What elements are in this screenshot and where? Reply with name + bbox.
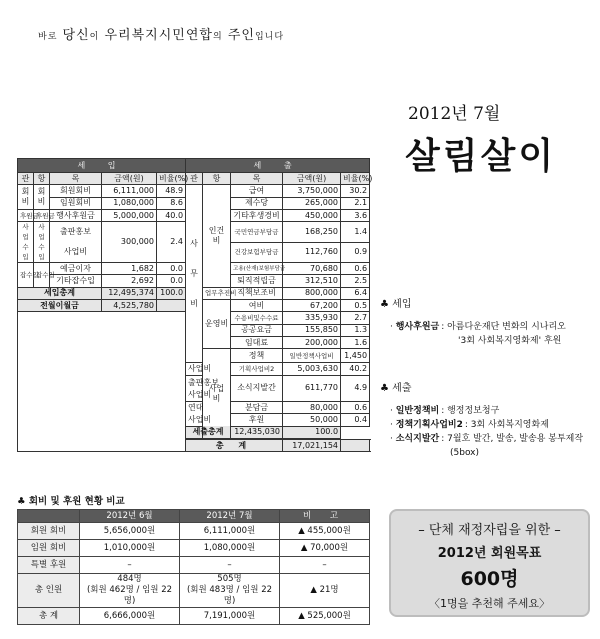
expense-amount: 200,000 — [283, 336, 341, 348]
income-ratio: 8.6 — [157, 197, 186, 209]
expense-notes — [380, 382, 595, 460]
income-ratio: 40.0 — [157, 209, 186, 221]
expense-ratio: 2.7 — [341, 312, 370, 324]
expense-amount: 450,000 — [283, 209, 341, 221]
expense-mok: 공공요금 — [231, 324, 283, 336]
club-icon: ♣ — [17, 496, 26, 507]
expense-hang-inkeon: 인건비 — [203, 185, 231, 287]
grand-total-blank — [341, 440, 370, 452]
expense-hang-unyeong: 운영비 — [203, 300, 231, 349]
goal-line3: 600명 — [460, 568, 519, 590]
cmp-cell-sub: (회원 462명 / 임원 22명) — [86, 585, 173, 606]
expense-hang: 사업비 — [186, 389, 203, 401]
expense-ratio: 2.5 — [341, 275, 370, 287]
expense-amount: 1,450 — [341, 349, 370, 363]
expense-hang: 사업비 — [186, 363, 203, 375]
income-ratio: 0.0 — [157, 263, 186, 275]
expense-total-label: 세출총계 — [186, 426, 231, 438]
note-key: 정책기획사업비2 — [395, 420, 463, 430]
expense-amount: 265,000 — [283, 197, 341, 209]
cmp-note: ▲ 525,000원 — [280, 608, 370, 625]
expense-header: 세 출 — [186, 159, 370, 173]
club-icon: ♣ — [380, 383, 389, 394]
expense-mok: 퇴직적립금 — [231, 275, 283, 287]
note-value: : 행정정보청구 — [441, 406, 500, 416]
note-item — [390, 418, 595, 432]
carryover-blank — [157, 300, 186, 312]
goal-line4: 〈1명을 추천해 주세요〉 — [429, 597, 550, 610]
cmp-note: ▲ 70,000원 — [280, 540, 370, 557]
income-mok: 회원회비 — [50, 185, 102, 197]
expense-amount: 112,760 — [283, 242, 341, 263]
expense-ratio: 4.9 — [341, 375, 370, 401]
expense-hang: 정책 — [231, 349, 283, 363]
expense-ratio: 0.6 — [341, 402, 370, 414]
expense-mok: 국민연금부담금 — [231, 222, 283, 243]
expense-amount: 800,000 — [283, 287, 341, 299]
expense-mok: 직책보조비 — [231, 287, 283, 299]
expense-mok: 급여 — [231, 185, 283, 197]
income-mok: 출판홍보 — [50, 222, 102, 243]
cmp-header — [18, 510, 80, 523]
tagline-word: 주인 — [227, 28, 255, 43]
expense-ratio: 30.2 — [341, 185, 370, 197]
cmp-label: 총 인원 — [18, 574, 80, 608]
expense-ratio: 1.4 — [341, 222, 370, 243]
income-total-amount: 12,495,374 — [102, 287, 157, 299]
income-mok: 사업비 — [50, 242, 102, 263]
expense-amount: 5,003,630 — [283, 363, 341, 375]
grand-total-amount: 17,021,154 — [283, 440, 341, 452]
expense-mok: 소식지발간 — [231, 375, 283, 401]
income-mok: 예금이자 — [50, 263, 102, 275]
expense-ratio: 0.6 — [341, 263, 370, 275]
expense-amount: 312,510 — [283, 275, 341, 287]
cmp-header: 비 고 — [280, 510, 370, 523]
expense-amount: 611,770 — [283, 375, 341, 401]
col-mok: 목 — [231, 173, 283, 185]
expense-amount: 50,000 — [283, 414, 341, 426]
income-gwan: 후원금 — [18, 209, 34, 221]
income-amount: 6,111,000 — [102, 185, 157, 197]
cmp-cell — [180, 574, 280, 608]
note-item — [390, 404, 595, 418]
income-blank-area — [18, 312, 186, 452]
cmp-cell: 1,010,000원 — [80, 540, 180, 557]
bullet: · — [390, 322, 396, 332]
bullet: · — [390, 420, 396, 430]
note-key: 행사후원금 — [395, 322, 440, 332]
cmp-cell: 5,656,000원 — [80, 523, 180, 540]
expense-mok: 분담금 — [231, 402, 283, 414]
expense-ratio: 2.1 — [341, 197, 370, 209]
cmp-cell — [80, 574, 180, 608]
expense-mok: 임대료 — [231, 336, 283, 348]
expense-notes-heading: 세출 — [392, 383, 412, 394]
col-amount: 금액(원) — [102, 173, 157, 185]
income-mok: 기타잡수입 — [50, 275, 102, 287]
tagline-word: 바로 — [38, 32, 58, 42]
expense-ratio: 0.4 — [341, 414, 370, 426]
income-hang: 잡수입 — [34, 263, 50, 288]
expense-mok: 수용비및수수료 — [231, 312, 283, 324]
income-hang: 후원금 — [34, 209, 50, 221]
cmp-note: ▲ 21명 — [280, 574, 370, 608]
cmp-label: 총 계 — [18, 608, 80, 625]
expense-mok: 여비 — [231, 300, 283, 312]
expense-amount: 168,250 — [283, 222, 341, 243]
tagline-word: 입니다 — [254, 32, 285, 42]
expense-total-amount: 12,435,030 — [231, 426, 283, 438]
income-total-label: 세입총계 — [18, 287, 102, 299]
tagline-word: 당신 — [62, 28, 90, 43]
income-amount: 300,000 — [102, 222, 157, 263]
expense-mok: 기타후생경비 — [231, 209, 283, 221]
expense-mok: 제수당 — [231, 197, 283, 209]
expense-ratio: 0.5 — [341, 300, 370, 312]
bullet: · — [390, 406, 396, 416]
expense-amount: 70,680 — [283, 263, 341, 275]
expense-ratio: 6.4 — [341, 287, 370, 299]
expense-mok: 건강보험부담금 — [231, 242, 283, 263]
note-key: 소식지발간 — [395, 434, 440, 444]
income-amount: 1,682 — [102, 263, 157, 275]
grand-total-label: 총 계 — [186, 440, 283, 452]
expense-ratio: 1.3 — [341, 324, 370, 336]
finance-table — [17, 158, 373, 452]
expense-gwan-samubi: 사무비 — [186, 185, 203, 363]
expense-total-ratio: 100.0 — [283, 426, 341, 438]
cmp-cell: – — [180, 557, 280, 574]
cmp-note: ▲ 455,000원 — [280, 523, 370, 540]
col-gwan: 관 — [18, 173, 34, 185]
col-gwan: 관 — [186, 173, 203, 185]
expense-mok: 후원 — [231, 414, 283, 426]
expense-amount: 3,750,000 — [283, 185, 341, 197]
income-mok: 행사후원금 — [50, 209, 102, 221]
expense-hang: 출판홍보 — [186, 375, 203, 389]
cmp-header: 2012년 7월 — [180, 510, 280, 523]
income-ratio: 0.0 — [157, 275, 186, 287]
page-title: 살림살이 — [405, 136, 557, 177]
income-notes — [380, 298, 595, 348]
note-item — [390, 320, 595, 334]
income-ratio: 48.9 — [157, 185, 186, 197]
income-gwan: 잡수입 — [18, 263, 34, 288]
expense-amount: 80,000 — [283, 402, 341, 414]
tagline-word: 의 — [212, 32, 223, 42]
note-item — [390, 432, 595, 446]
expense-ratio: 0.9 — [341, 242, 370, 263]
club-icon: ♣ — [380, 299, 389, 310]
tagline-word: 이 — [89, 32, 100, 42]
income-amount: 1,080,000 — [102, 197, 157, 209]
income-hang: 사업수입 — [34, 222, 50, 263]
cmp-cell-main: 505명 — [217, 574, 242, 584]
col-mok: 목 — [50, 173, 102, 185]
col-hang: 항 — [34, 173, 50, 185]
comparison-table — [17, 509, 370, 625]
expense-mok: 고용(산재)보험부담금 — [231, 263, 283, 275]
cmp-cell: 6,666,000원 — [80, 608, 180, 625]
col-ratio: 비율(%) — [341, 173, 370, 185]
income-header: 세 입 — [18, 159, 186, 173]
comparison-title-text: 회비 및 후원 현황 비교 — [28, 496, 125, 507]
member-goal-box — [389, 509, 590, 617]
expense-mok: 기획사업비2 — [231, 363, 283, 375]
expense-mok: 일반정책사업비 — [283, 349, 341, 363]
income-total-ratio: 100.0 — [157, 287, 186, 299]
col-amount: 금액(원) — [283, 173, 341, 185]
col-ratio: 비율(%) — [157, 173, 186, 185]
expense-amount: 155,850 — [283, 324, 341, 336]
cmp-cell: 6,111,000원 — [180, 523, 280, 540]
tagline-word: 우리복지시민연합 — [104, 28, 213, 43]
note-value: : 3회 사회복지영화제 — [464, 420, 549, 430]
income-amount: 5,000,000 — [102, 209, 157, 221]
expense-ratio: 40.2 — [341, 363, 370, 375]
cmp-cell-sub: (회원 483명 / 임원 22명) — [186, 585, 273, 606]
notes-panel — [380, 298, 595, 494]
expense-ratio: 1.6 — [341, 336, 370, 348]
income-notes-title — [380, 298, 595, 312]
expense-notes-title — [380, 382, 595, 396]
col-hang: 항 — [203, 173, 231, 185]
cmp-label: 회원 회비 — [18, 523, 80, 540]
income-amount: 2,692 — [102, 275, 157, 287]
expense-gwan-saeopbi: 사업비 — [203, 349, 231, 439]
note-value: (5box) — [450, 448, 480, 458]
expense-hang: 연대 — [186, 402, 203, 414]
cmp-note: – — [280, 557, 370, 574]
income-ratio: 2.4 — [157, 222, 186, 263]
note-key: 일반정책비 — [395, 406, 440, 416]
cmp-label: 특별 후원 — [18, 557, 80, 574]
goal-line2: 2012년 회원목표 — [437, 546, 542, 561]
note-value: : 7월호 발간, 발송, 발송용 봉투제작 — [441, 434, 584, 444]
income-hang: 회비 — [34, 185, 50, 210]
cmp-cell: 1,080,000원 — [180, 540, 280, 557]
cmp-cell: 7,191,000원 — [180, 608, 280, 625]
expense-ratio: 3.6 — [341, 209, 370, 221]
carryover-label: 전월이월금 — [18, 300, 102, 312]
cmp-cell: – — [80, 557, 180, 574]
income-gwan: 사업수입 — [18, 222, 34, 263]
goal-line1: – 단체 재정자립을 위한 – — [418, 523, 561, 538]
bullet: · — [390, 434, 396, 444]
expense-hang: 업무추진비 — [203, 287, 231, 299]
note-value: : 아름다운재단 변화의 시나리오 — [441, 322, 566, 332]
tagline — [38, 24, 284, 43]
income-mok: 임원회비 — [50, 197, 102, 209]
carryover-amount: 4,525,780 — [102, 300, 157, 312]
comparison-title — [17, 493, 125, 507]
expense-amount: 335,930 — [283, 312, 341, 324]
income-notes-heading: 세입 — [392, 299, 412, 310]
expense-amount: 67,200 — [283, 300, 341, 312]
expense-hang: 사업비 — [186, 414, 203, 426]
income-gwan: 회비 — [18, 185, 34, 210]
note-value: '3회 사회복지영화제' 후원 — [458, 336, 562, 346]
issue-date: 2012년 7월 — [408, 104, 501, 124]
cmp-label: 임원 회비 — [18, 540, 80, 557]
cmp-cell-main: 484명 — [117, 574, 142, 584]
cmp-header: 2012년 6월 — [80, 510, 180, 523]
